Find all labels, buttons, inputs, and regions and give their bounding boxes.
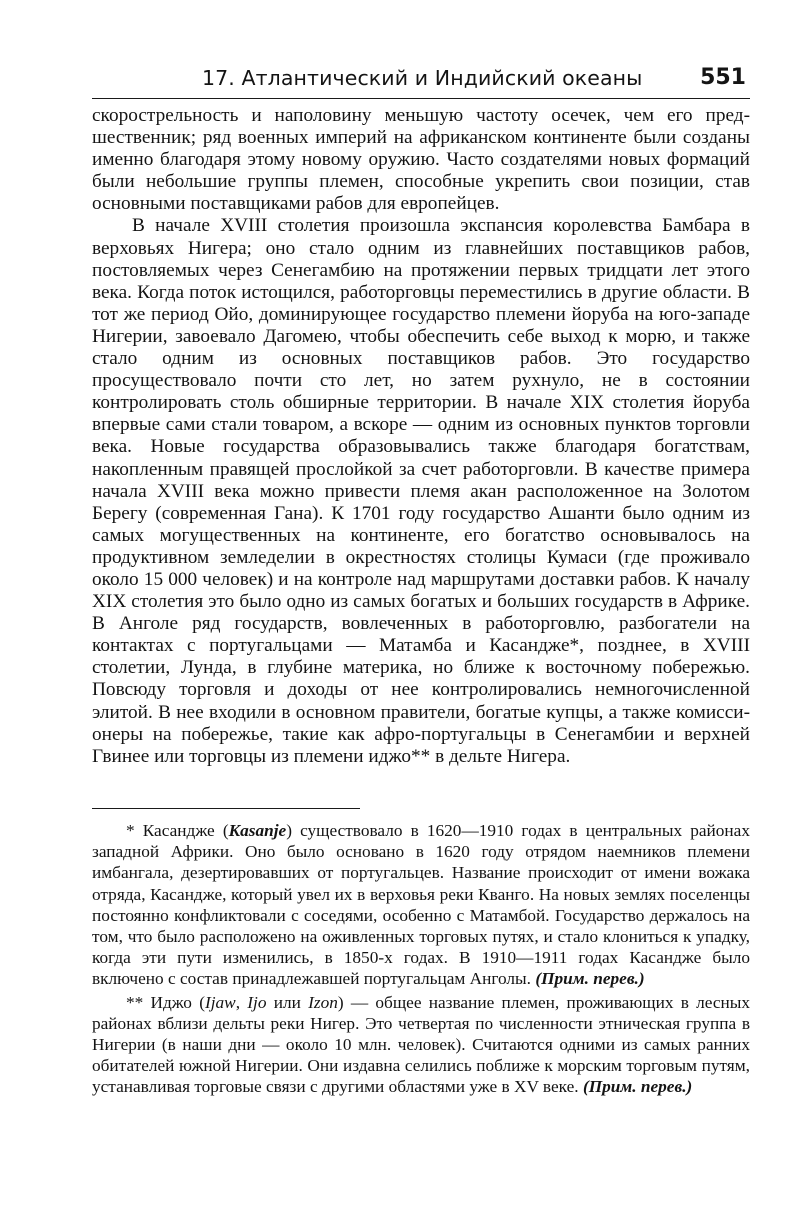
running-title: 17. Атлантический и Индийский океаны	[202, 66, 643, 90]
main-text	[92, 105, 750, 768]
footnote-ijaw-term-2: Ijo	[247, 992, 267, 1012]
footnote-separator	[92, 808, 360, 809]
footnote-kasanje-lead: * Касандже (	[126, 821, 229, 840]
translator-note: (Прим. перев.)	[535, 969, 645, 989]
footnote-ijaw-term-1: Ijaw	[204, 992, 236, 1012]
footnote-kasanje	[92, 820, 750, 990]
footnote-kasanje-term: Kasanje	[228, 821, 287, 840]
footnote-ijaw-sep-2: или	[266, 992, 309, 1012]
running-header	[92, 62, 750, 99]
footnote-ijaw-lead: ** Иджо (	[126, 992, 205, 1012]
footnote-ijaw-sep-1: ,	[235, 992, 248, 1012]
page-number: 551	[700, 65, 746, 90]
paragraph-bambara-kingdom: В начале XVIII столетия произошла экспансия королевства Бамбара в верховьях Нигера; оно стало одним из главнейших поставщиков рабов, постовляемых через Сенегамбию на протяжении первых тридцати лет этого века. Когда поток истощился, работорговцы переместились в другие области. В тот же период Ойо, доминирующее государство племени йоруба на юго-западе Нигерии, завоевало Дагомею, чтобы обеспечить себе выход к морю, и также стало одним из основных поставщиков рабов. Это государство просуществовало почти сто лет, но затем рухнуло, не в состоянии контролировать столь обширные территории. В начале XIX столетия йоруба впервые сами стали товаром, а вскоре — одним из основных пунктов торговли века. Новые государства образовывались также благодаря богатствам, накопленным правящей прослойкой за счет работорговли. В качестве примера начала XVIII века можно привести племя акан расположенное на Золотом Берегу (современная Гана). К 1701 году государство Ашанти было одним из самых могущественных на континенте, его богатство основывалось на продуктивном земледелии в окрестностях столицы Кумаси (где проживало около 15 000 человек) и на контроле над маршрутами доставки рабов. К началу XIX столетия это было одно из самых богатых и больших государств в Африке. В Анголе ряд государств, вовлеченных в работорговлю, разбогатели на контактах с португальцами — Матамба и Касандже*, позднее, в XVIII столетии, Лунда, в глубине материка, но ближе к восточному побережью. Повсюду торговля и доходы от нее контролировались немногочисленной элитой. В нее входили в основном правители, богатые купцы, а также комиссионеры на побережье, такие как афро-португальцы в Сенегамбии и верхней Гвинее или торговцы из племени иджо** в дельте Нигера.	[92, 215, 750, 767]
paragraph-continued: скорострельность и наполовину меньшую частоту осечек, чем его предшественник; ряд военных империй на африканском континенте были созданы именно благодаря этому новому оружию. Часто создателями новых формаций были небольшие группы племен, способные укрепить свои позиции, став основными поставщиками рабов для европейцев.	[92, 105, 750, 215]
footnote-ijaw-text: ) — общее название племен, проживающих в лесных районах вблизи дельты реки Нигер. Это четвертая по численности этническая группа в Нигерии (в наши дни — около 10 млн. человек). Считаются одними из самых ранних обитателей южной Нигерии. Они издавна селились поближе к морским торговым путям, устанавливая торговые связи с другими областями уже в XV веке.	[92, 992, 751, 1097]
footnote-ijaw-term-3: Izon	[308, 992, 338, 1012]
translator-note: (Прим. перев.)	[582, 1077, 693, 1097]
footnote-kasanje-text: ) существовало в 1620—1910 годах в центральных районах западной Африки. Оно было основано в 1620 году отрядом наемников племени имбангала, дезертировавших от португальцев. Название происходит от имени вожака отряда, Касандже, который увел их в верховья реки Кванго. На новых землях поселенцы постоянно конфликтовали с соседями, особенно с Матамбой. Государство держалось на том, что было расположено на оживленных торговых путях, и стало клониться к упадку, когда эти пути изменились, в 1850-х годах. В 1910—1911 годах Касандже было включено с состав принадлежавшей португальцам Анголы.	[92, 821, 750, 989]
footnote-ijaw	[92, 992, 750, 1098]
footnotes	[92, 820, 750, 1098]
